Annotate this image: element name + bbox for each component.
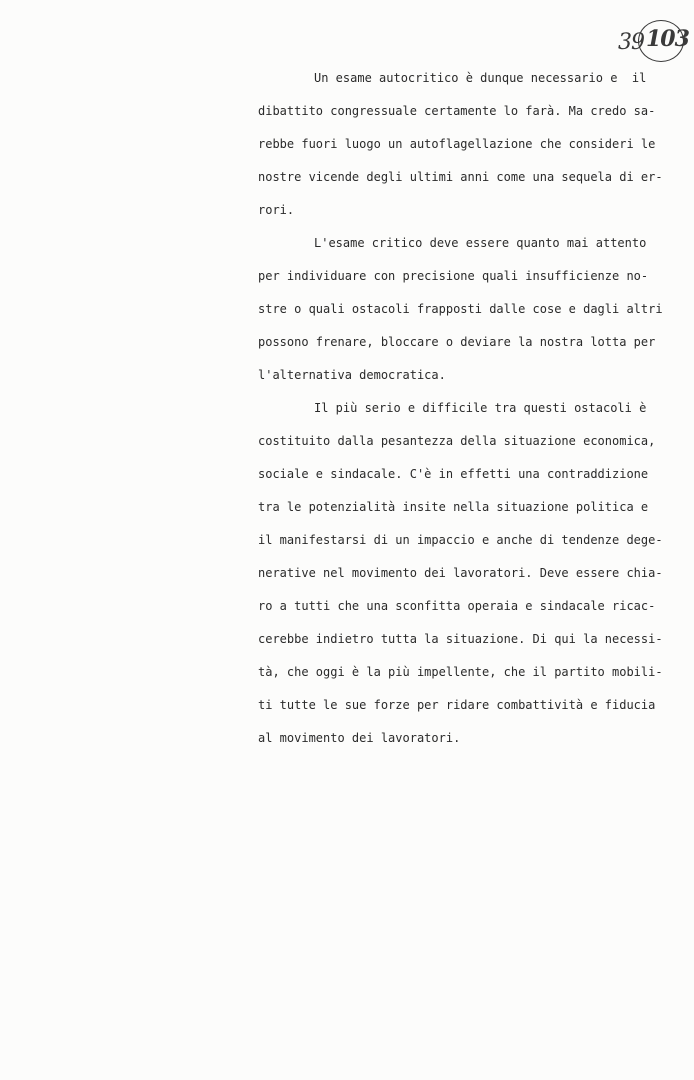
paragraph-3-line-5: il manifestarsi di un impaccio e anche di tendenze dege- xyxy=(258,533,663,547)
paragraph-3-line-8: cerebbe indietro tutta la situazione. Di qui la necessi- xyxy=(258,632,663,646)
paragraph-1-line-4: nostre vicende degli ultimi anni come una sequela di er- xyxy=(258,170,663,184)
paragraph-1-line-3: rebbe fuori luogo un autoflagellazione che consideri le xyxy=(258,137,656,151)
old-page-number: 39 xyxy=(618,30,644,55)
body-text xyxy=(258,62,663,755)
paragraph-1-line-1: Un esame autocritico è dunque necessario e il xyxy=(314,71,647,85)
paragraph-3-line-10: ti tutte le sue forze per ridare combattività e fiducia xyxy=(258,698,656,712)
paragraph-3-line-4: tra le potenzialità insite nella situazione politica e xyxy=(258,500,649,514)
paragraph-2-line-4: possono frenare, bloccare o deviare la nostra lotta per xyxy=(258,335,656,349)
paragraph-3-line-11: al movimento dei lavoratori. xyxy=(258,731,461,745)
page-number-annotation xyxy=(612,20,688,68)
paragraph-2-line-2: per individuare con precisione quali insufficienze no- xyxy=(258,269,649,283)
paragraph-2-line-3: stre o quali ostacoli frapposti dalle cose e dagli altri xyxy=(258,302,663,316)
paragraph-3-line-9: tà, che oggi è la più impellente, che il partito mobili- xyxy=(258,665,663,679)
new-page-number: 103 xyxy=(646,26,689,52)
paragraph-2-line-5: l'alternativa democratica. xyxy=(258,368,446,382)
paragraph-2-line-1: L'esame critico deve essere quanto mai attento xyxy=(314,236,647,250)
paragraph-3-line-2: costituito dalla pesantezza della situazione economica, xyxy=(258,434,656,448)
paragraph-1-line-2: dibattito congressuale certamente lo farà. Ma credo sa- xyxy=(258,104,656,118)
paragraph-1-line-5: rori. xyxy=(258,203,295,217)
paragraph-3-line-6: nerative nel movimento dei lavoratori. Deve essere chia- xyxy=(258,566,663,580)
paragraph-3-line-3: sociale e sindacale. C'è in effetti una contraddizione xyxy=(258,467,649,481)
paragraph-3-line-7: ro a tutti che una sconfitta operaia e sindacale ricac- xyxy=(258,599,656,613)
paragraph-3-line-1: Il più serio e difficile tra questi ostacoli è xyxy=(314,401,647,415)
